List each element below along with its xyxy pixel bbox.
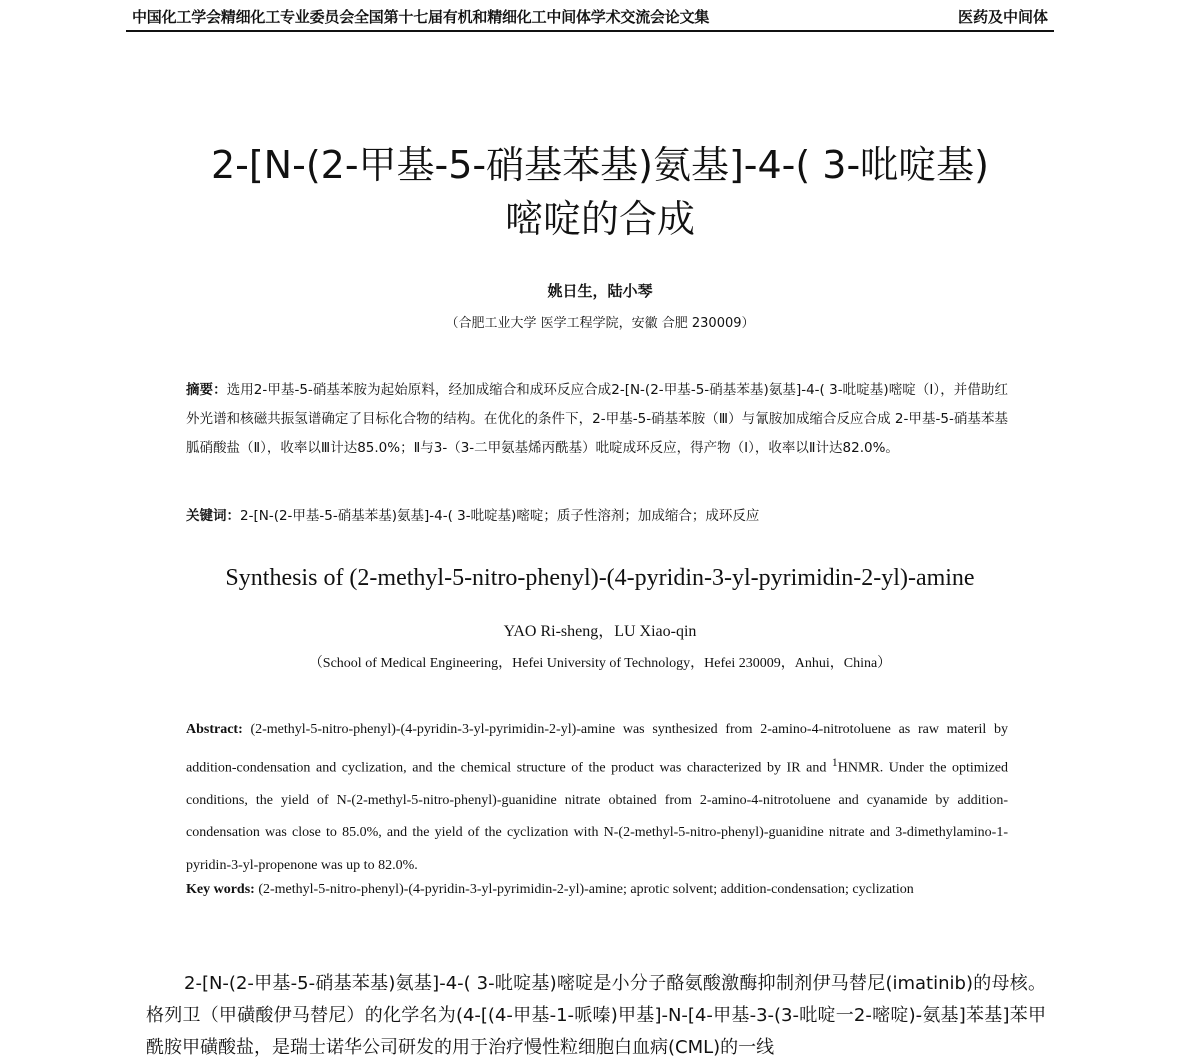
keywords-en-label: Key words: [186, 882, 255, 897]
abstract-cn-text: 选用2-甲基-5-硝基苯胺为起始原料，经加成缩合和成环反应合成2-[N-(2-甲基-5-硝基苯基)氨基]-4-( 3-吡啶基)嘧啶（Ⅰ），并借助红外光谱和核磁共振氢谱确定了目标化合物的结构。在优化的条件下，2-甲基-5-硝基苯胺（Ⅲ）与氰胺加成缩合反应合成 2-甲基-5-硝基苯基胍硝酸盐（Ⅱ），收率以Ⅲ计达85.0%；Ⅱ与3-（3-二甲氨基烯丙酰基）吡啶成环反应，得产物（Ⅰ），收率以Ⅱ计达82.0%。 [186, 382, 1008, 456]
running-header-section: 医药及中间体 [957, 8, 1048, 26]
keywords-en-text: (2-methyl-5-nitro-phenyl)-(4-pyridin-3-yl-pyrimidin-2-yl)-amine; aprotic solvent; addition-condensation; cyclization [254, 882, 914, 897]
running-header [126, 4, 1054, 32]
paper-title-cn-line2: 嘧啶的合成 [504, 197, 695, 241]
abstract-en [186, 714, 1008, 882]
authors-cn: 姚日生，陆小琴 [547, 282, 653, 300]
abstract-cn [186, 376, 1008, 463]
keywords-en [186, 873, 1008, 906]
abstract-en-superscript: 1 [831, 755, 838, 769]
paper-title-cn [100, 138, 1100, 246]
abstract-cn-label: 摘要： [186, 382, 227, 398]
abstract-en-text-part2: HNMR. Under the optimized conditions, the yield of N-(2-methyl-5-nitro-phenyl)-guanidine nitrate obtained from 2-amino-4-nitrotoluene and cyanamide by addition-condensation was close to 85.0%, and the yield of the cyclization with N-(2-methyl-5-nitro-phenyl)-guanidine nitrate and 3-dimethylamino-1-pyridin-3-yl-propenone was up to 82.0%. [186, 760, 1008, 873]
abstract-en-text-part1: (2-methyl-5-nitro-phenyl)-(4-pyridin-3-yl-pyrimidin-2-yl)-amine was synthesized from 2-amino-4-nitrotoluene as raw materil by addition-condensation and cyclization, and the chemical structure of the product was characterized by IR and [186, 722, 1008, 776]
keywords-cn-label: 关键词： [186, 508, 240, 524]
authors-en: YAO Ri-sheng，LU Xiao-qin [503, 623, 697, 640]
abstract-en-label: Abstract: [186, 722, 243, 737]
running-header-proceedings: 中国化工学会精细化工专业委员会全国第十七届有机和精细化工中间体学术交流会论文集 [132, 8, 710, 26]
body-paragraph: 2-[N-(2-甲基-5-硝基苯基)氨基]-4-( 3-吡啶基)嘧啶是小分子酪氨酸激酶抑制剂伊马替尼(imatinib)的母核。格列卫（甲磺酸伊马替尼）的化学名为(4-[(4-甲基-1-哌嗪)甲基]-N-[4-甲基-3-(3-吡啶一2-嘧啶)-氨基]苯基]苯甲酰胺甲磺酸盐，是瑞士诺华公司研发的用于治疗慢性粒细胞白血病(CML)的一线 [146, 973, 1046, 1058]
paper-title-en: Synthesis of (2-methyl-5-nitro-phenyl)-(4-pyridin-3-yl-pyrimidin-2-yl)-amine [225, 565, 975, 591]
keywords-cn [186, 503, 1008, 529]
paper-title-cn-line1: 2-[N-(2-甲基-5-硝基苯基)氨基]-4-( 3-吡啶基) [210, 143, 990, 187]
affiliation-en: （School of Medical Engineering，Hefei University of Technology，Hefei 230009，Anhui，China） [308, 656, 892, 671]
keywords-cn-text: 2-[N-(2-甲基-5-硝基苯基)氨基]-4-( 3-吡啶基)嘧啶；质子性溶剂；加成缩合；成环反应 [240, 508, 760, 524]
affiliation-cn: （合肥工业大学 医学工程学院，安徽 合肥 230009） [445, 316, 755, 331]
